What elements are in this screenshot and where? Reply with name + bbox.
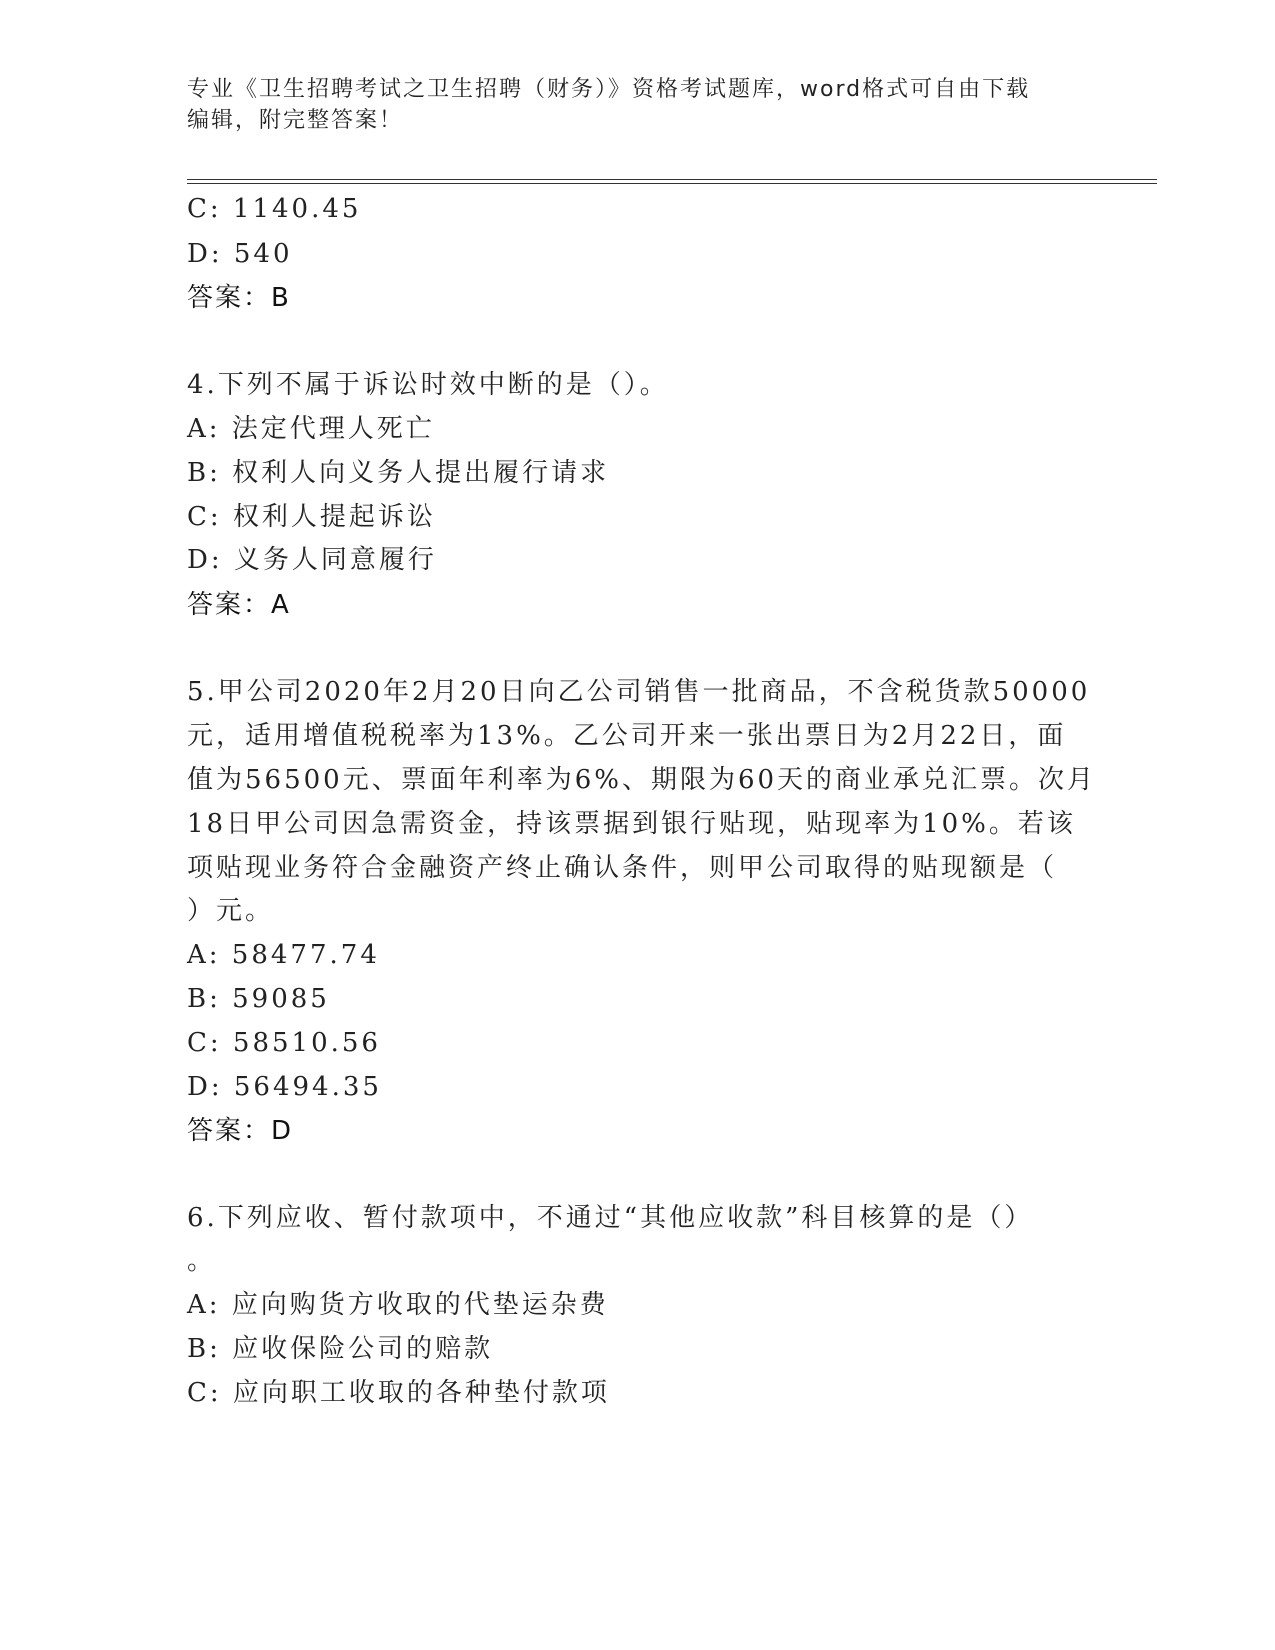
q3-option-d: D: 540 bbox=[187, 239, 293, 269]
page-header bbox=[187, 74, 1077, 136]
q4-option-a: A: 法定代理人死亡 bbox=[187, 414, 435, 444]
q6-option-c: C: 应向职工收取的各种垫付款项 bbox=[187, 1378, 610, 1408]
q4-option-d: D: 义务人同意履行 bbox=[187, 545, 437, 575]
q6-stem-line-1: 6.下列应收、暂付款项中，不通过“其他应收款”科目核算的是（） bbox=[187, 1203, 1034, 1233]
q4-option-c: C: 权利人提起诉讼 bbox=[187, 502, 436, 532]
header-line-2: 编辑，附完整答案！ bbox=[187, 108, 404, 133]
q5-stem-line-6: ）元。 bbox=[187, 896, 275, 926]
q4-stem: 4.下列不属于诉讼时效中断的是（）。 bbox=[187, 370, 669, 400]
header-divider-top bbox=[187, 179, 1157, 180]
q5-answer: 答案：D bbox=[187, 1116, 294, 1146]
q5-option-b: B: 59085 bbox=[187, 984, 330, 1014]
header-line-1: 专业《卫生招聘考试之卫生招聘（财务）》资格考试题库，word格式可自由下载 bbox=[187, 77, 1031, 102]
q5-stem-line-2: 元，适用增值税税率为13%。乙公司开来一张出票日为2月22日，面 bbox=[187, 721, 1067, 751]
q5-option-c: C: 58510.56 bbox=[187, 1028, 381, 1058]
q4-answer: 答案：A bbox=[187, 590, 291, 620]
q6-stem-line-2: 。 bbox=[187, 1246, 217, 1276]
q5-option-d: D: 56494.35 bbox=[187, 1072, 382, 1102]
q5-stem-line-4: 18日甲公司因急需资金，持该票据到银行贴现，贴现率为10%。若该 bbox=[187, 809, 1076, 839]
q3-option-c: C: 1140.45 bbox=[187, 194, 362, 224]
header-divider-bottom bbox=[187, 183, 1157, 184]
q3-answer: 答案：B bbox=[187, 283, 291, 313]
q4-option-b: B: 权利人向义务人提出履行请求 bbox=[187, 458, 610, 488]
q6-option-a: A: 应向购货方收取的代垫运杂费 bbox=[187, 1290, 609, 1320]
q5-stem-line-1: 5.甲公司2020年2月20日向乙公司销售一批商品，不含税货款50000 bbox=[187, 677, 1091, 707]
q5-stem-line-3: 值为56500元、票面年利率为6%、期限为60天的商业承兑汇票。次月 bbox=[187, 765, 1097, 795]
q6-option-b: B: 应收保险公司的赔款 bbox=[187, 1334, 494, 1364]
q5-stem-line-5: 项贴现业务符合金融资产终止确认条件，则甲公司取得的贴现额是（ bbox=[187, 853, 1058, 883]
q5-option-a: A: 58477.74 bbox=[187, 940, 380, 970]
